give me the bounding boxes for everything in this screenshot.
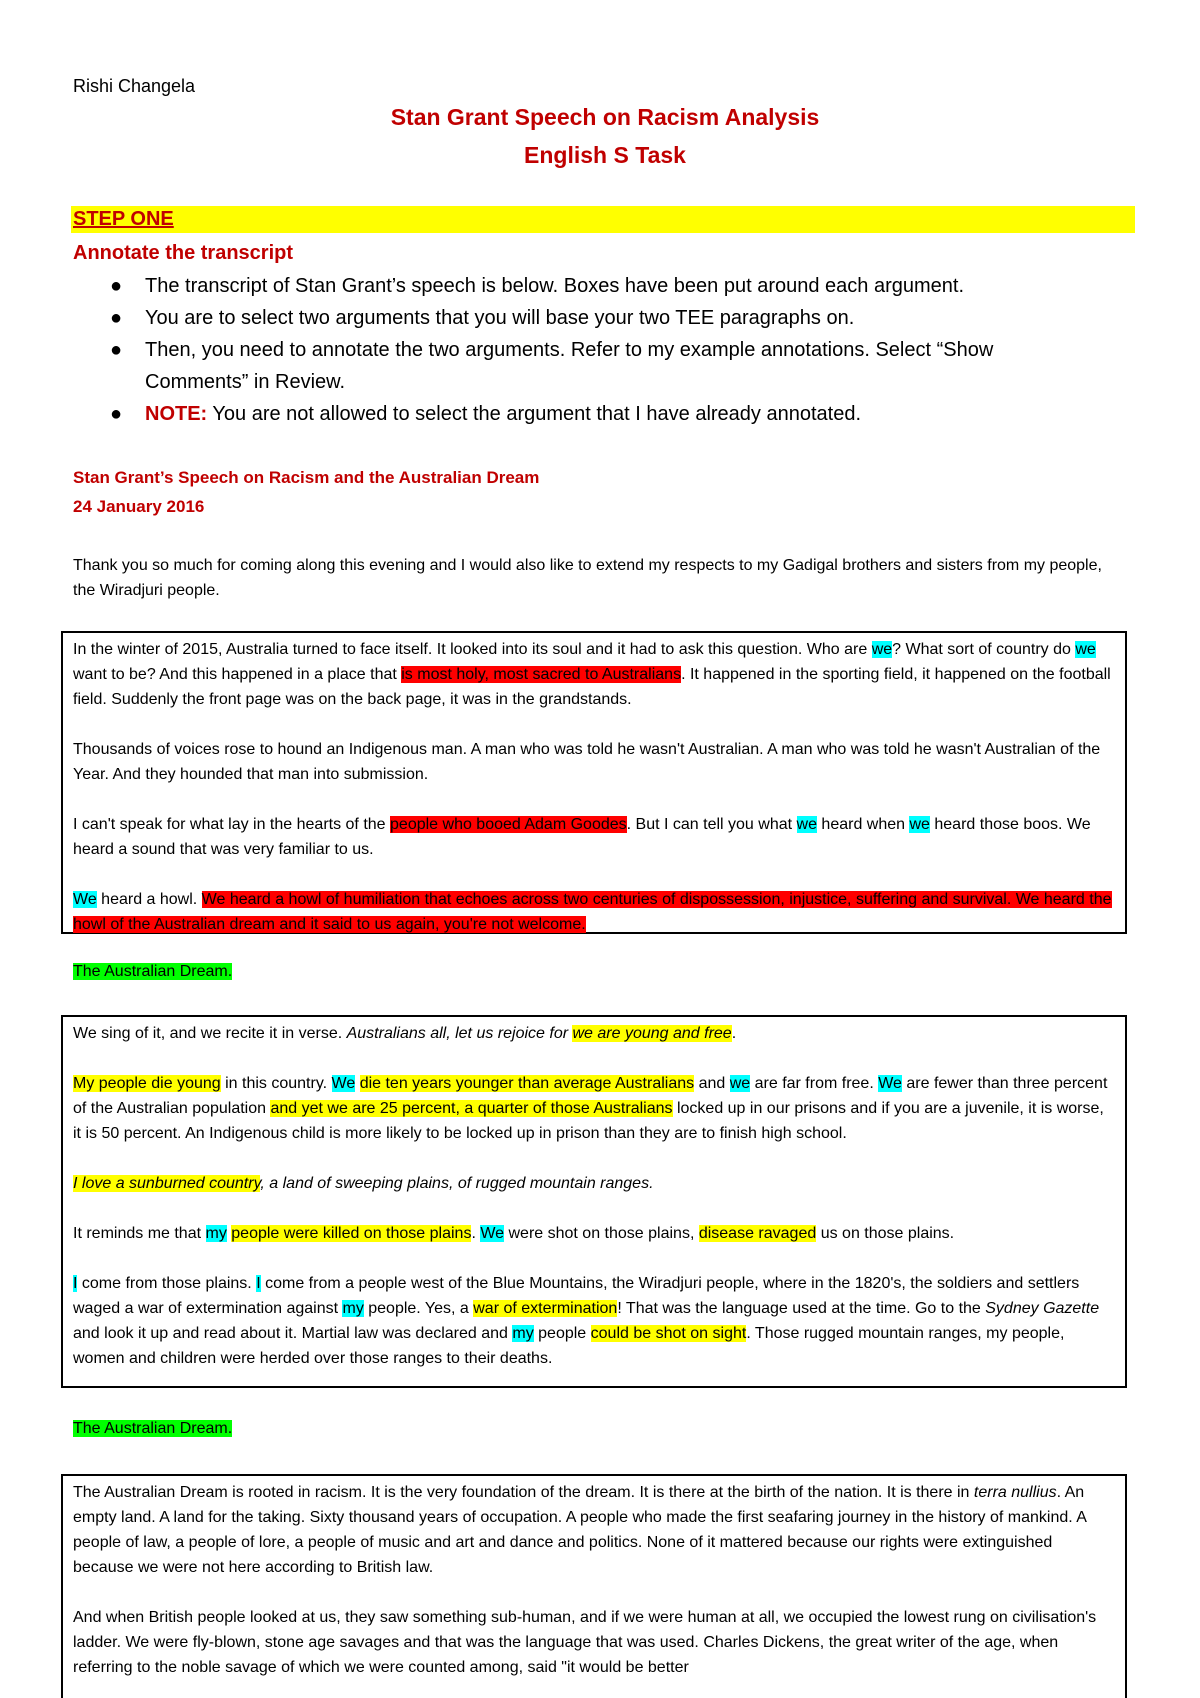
page-title: Stan Grant Speech on Racism Analysis [390,104,820,130]
paragraph: It reminds me that my people were killed on those plains. We were shot on those plains, disease ravaged us on those plains. [73,1225,955,1242]
paragraph: We sing of it, and we recite it in verse. Australians all, let us rejoice for we are young and free. [73,1025,737,1042]
page-subtitle: English S Task [524,142,686,168]
bullet-icon: ● [110,339,123,361]
step-one-label: STEP ONE [73,208,174,230]
paragraph: The Australian Dream is rooted in racism. It is the very foundation of the dream. It is there at the birth of the nation. It is there in terra nullius. An empty land. A land for the taking. Sixty thousand years of occupation. A people who made the first seafaring journey in the history of mankind. A people of law, a people of lore, a people of music and art and dance and politics. None of it mattered because our rights were extinguished because we were not here according to British law. [73,1484,1087,1576]
paragraph: My people die young in this country. We die ten years younger than average Australians and we are far from free. We are fewer than three percent of the Australian population and yet we are 25 percent, a quarter of those Australians locked up in our prisons and if you are a juvenile, it is worse, it is 50 percent. An Indigenous child is more likely to be locked up in prison than they are to finish high school. [73,1075,1108,1142]
instruction-list [100,270,1100,430]
argument-box-2 [61,1015,1127,1388]
bullet-icon: ● [110,307,123,329]
annotate-heading: Annotate the transcript [73,242,294,264]
paragraph: I can't speak for what lay in the hearts of the people who booed Adam Goodes. But I can tell you what we heard when we heard those boos. We heard a sound that was very familiar to us. [73,816,1091,858]
list-item: ● You are to select two arguments that you will base your two TEE paragraphs on. [100,302,1100,334]
section-label: The Australian Dream. [73,1420,233,1437]
argument-box-3 [61,1474,1127,1698]
list-item: ● Then, you need to annotate the two arguments. Refer to my example annotations. Select “Show Comments” in Review. [100,334,1100,398]
paragraph: I come from those plains. I come from a people west of the Blue Mountains, the Wiradjuri people, where in the 1820's, the soldiers and settlers waged a war of extermination against my people. Yes, a war of extermination! That was the language used at the time. Go to the Sydney Gazette and look it up and read about it. Martial law was declared and my people could be shot on sight. Those rugged mountain ranges, my people, women and children were herded over those ranges to their deaths. [73,1275,1100,1367]
paragraph: I love a sunburned country, a land of sweeping plains, of rugged mountain ranges. [73,1175,654,1192]
author-name: Rishi Changela [73,76,196,96]
list-item: ● NOTE: You are not allowed to select the argument that I have already annotated. [100,398,1100,430]
speech-title: Stan Grant’s Speech on Racism and the Australian Dream [73,468,540,487]
step-one-banner [71,206,1135,233]
bullet-icon: ● [110,275,123,297]
paragraph: And when British people looked at us, they saw something sub-human, and if we were human at all, we occupied the lowest rung on civilisation's ladder. We were fly-blown, stone age savages and that was the language that was used. Charles Dickens, the great writer of the age, when referring to the noble savage of which we were counted among, said "it would be better [73,1609,1097,1676]
paragraph: Thousands of voices rose to hound an Indigenous man. A man who was told he wasn't Australian. A man who was told he wasn't Australian of the Year. And they hounded that man into submission. [73,741,1101,783]
paragraph: In the winter of 2015, Australia turned to face itself. It looked into its soul and it had to ask this question. Who are we? What sort of country do we want to be? And this happened in a place that is most holy, most sacred to Australians. It happened in the sporting field, it happened on the football field. Suddenly the front page was on the back page, it was in the grandstands. [73,641,1111,708]
section-label: The Australian Dream. [73,963,233,980]
list-item: ● The transcript of Stan Grant’s speech is below. Boxes have been put around each argument. [100,270,1100,302]
speech-date: 24 January 2016 [73,497,205,516]
intro-paragraph: Thank you so much for coming along this evening and I would also like to extend my respects to my Gadigal brothers and sisters from my people, the Wiradjuri people. [73,557,1102,599]
argument-box-1 [61,631,1127,934]
paragraph: We heard a howl. We heard a howl of humiliation that echoes across two centuries of dispossession, injustice, suffering and survival. We heard the howl of the Australian dream and it said to us again, you're not welcome. [73,891,1112,933]
note-label: NOTE: [145,403,208,425]
bullet-icon: ● [110,403,123,425]
